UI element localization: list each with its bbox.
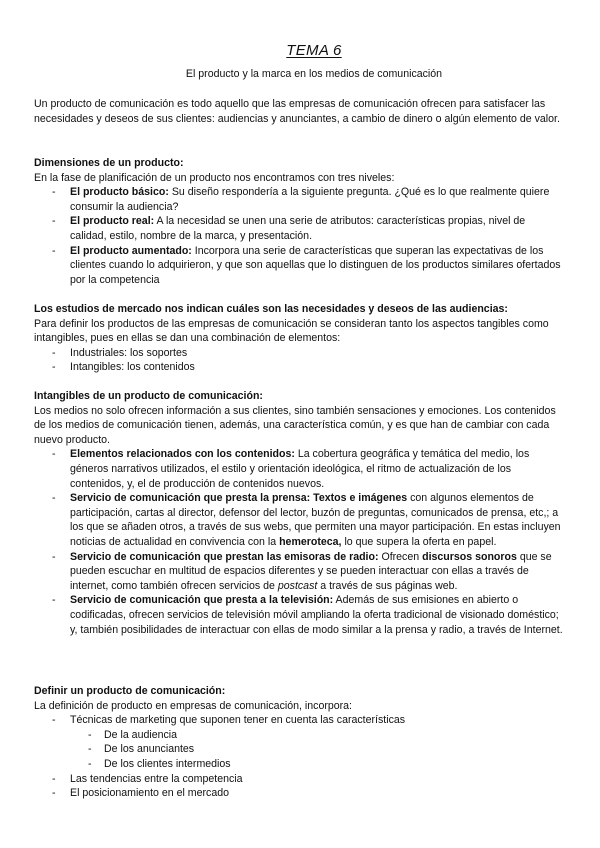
page-subtitle: El producto y la marca en los medios de comunicación: [185, 68, 443, 80]
list-item: - Servicio de comunicación que presta la prensa: Textos e imágenes con algunos elementos de participación, cartas al director, defensor del lector, buzón de preguntas, comunicados de prensa, etc,; a los que se añaden otros, a través de sus webs, que permiten una mayor participación. En estas incluyen noticias de actualidad en convivencia con la hemeroteca, lo que supera la oferta en papel.: [34, 491, 564, 549]
list-item: - El producto aumentado: Incorpora una serie de características que superan las expectativas de los clientes cuando lo adquirieron, y que son aquellas que lo distinguen de los productos similares ofertados por la competencia: [34, 244, 564, 288]
list-item: - Industriales: los soportes: [34, 346, 564, 361]
list-item: - Las tendencias entre la competencia: [34, 772, 564, 787]
list-item: - Técnicas de marketing que suponen tener en cuenta las características: [34, 713, 564, 728]
list-item: - Servicio de comunicación que presta a la televisión: Además de sus emisiones en abierto o codificadas, ofrecen servicios de televisión móvil ampliando la oferta tradicional de visionado doméstico; y, también posibilidades de interactuar con ellas de modo similar a la prensa y radio, a través de Internet.: [34, 593, 564, 637]
estudios-list: [34, 346, 564, 375]
sub-list-item: - De la audiencia: [34, 728, 564, 743]
list-item: - Servicio de comunicación que prestan las emisoras de radio: Ofrecen discursos sonoros que se pueden escuchar en multitud de espacios diferentes y se pueden interactuar con ellas a través de internet, como también ofrecen servicios de postcast a través de sus páginas web.: [34, 550, 564, 594]
dimensiones-list: [34, 185, 564, 287]
section-intangibles: [34, 389, 564, 637]
list-item: - El posicionamiento en el mercado: [34, 786, 564, 801]
sub-list-item: - De los anunciantes: [34, 742, 564, 757]
section-text: La definición de producto en empresas de comunicación, incorpora:: [34, 699, 353, 712]
list-item: - El producto real: A la necesidad se unen una serie de atributos: características propias, nivel de calidad, estilo, nombre de la marca, y presentación.: [34, 214, 564, 243]
section-definir: [34, 684, 564, 801]
definir-list: [34, 713, 564, 801]
section-heading: Los estudios de mercado nos indican cuáles son las necesidades y deseos de las audiencias:: [34, 303, 508, 315]
intro-paragraph: Un producto de comunicación es todo aquello que las empresas de comunicación ofrecen para satisfacer las necesidades y deseos de sus clientes: audiencias y anunciantes, a cambio de dinero o algún elemento de valor.: [34, 98, 560, 125]
sub-list-item: - De los clientes intermedios: [34, 757, 564, 772]
section-text: Los medios no solo ofrecen información a sus clientes, sino también sensaciones y emociones. Los contenidos de los medios de comunicación tienen, además, una característica común, y es que han de cambiar con cada nuevo producto.: [34, 404, 556, 446]
list-item: - El producto básico: Su diseño respondería a la siguiente pregunta. ¿Qué es lo que realmente quiere consumir la audiencia?: [34, 185, 564, 214]
section-text: Para definir los productos de las empresas de comunicación se consideran tanto los aspectos tangibles como intangibles, pues en ellas se dan una combinación de elementos:: [34, 317, 549, 345]
list-item: - Elementos relacionados con los contenidos: La cobertura geográfica y temática del medio, los géneros narrativos utilizados, el estilo y orientación ideológica, el ritmo de actualización de los contenidos, y, el de producción de contenidos nuevos.: [34, 447, 564, 491]
section-dimensiones: [34, 156, 564, 287]
section-heading: Definir un producto de comunicación:: [34, 685, 226, 697]
section-heading: Dimensiones de un producto:: [34, 157, 184, 169]
list-item: - Intangibles: los contenidos: [34, 360, 564, 375]
page-title: TEMA 6: [286, 42, 342, 59]
section-text: En la fase de planificación de un producto nos encontramos con tres niveles:: [34, 171, 395, 184]
section-estudios: [34, 302, 564, 375]
section-heading: Intangibles de un producto de comunicación:: [34, 390, 263, 402]
intangibles-list: [34, 447, 564, 637]
